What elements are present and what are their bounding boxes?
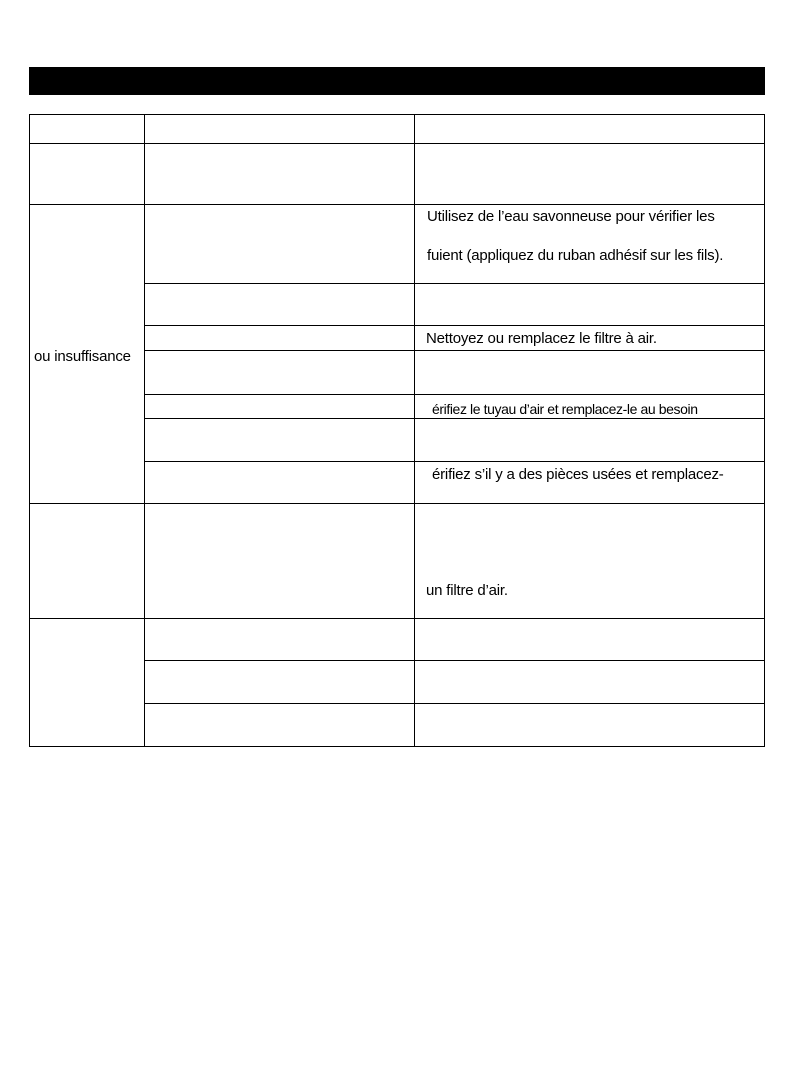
problem-cell: ou insuffisance	[34, 348, 131, 365]
subrow-separator	[144, 394, 765, 395]
subrow-separator	[144, 703, 765, 704]
solution-cell: Utilisez de l’eau savonneuse pour vérifier les	[427, 208, 715, 225]
row-separator-2	[29, 503, 765, 504]
table-top-border	[29, 114, 765, 115]
subrow-separator	[144, 325, 765, 326]
table-right-border	[764, 114, 765, 747]
subrow-separator	[144, 418, 765, 419]
subrow-separator	[144, 350, 765, 351]
solution-cell: fuient (appliquez du ruban adhésif sur les fils).	[427, 247, 724, 264]
solution-cell: érifiez le tuyau d’air et remplacez-le au besoin	[432, 401, 698, 417]
row-separator-header	[29, 143, 765, 144]
row-separator-3	[29, 618, 765, 619]
solution-cell: un filtre d’air.	[426, 582, 508, 599]
table-bottom-border	[29, 746, 765, 747]
solution-cell: érifiez s’il y a des pièces usées et remplacez-	[432, 466, 724, 483]
subrow-separator	[144, 283, 765, 284]
subrow-separator	[144, 660, 765, 661]
subrow-separator	[144, 461, 765, 462]
column-separator-1	[144, 114, 145, 747]
row-separator-1	[29, 204, 765, 205]
table-left-border	[29, 114, 30, 747]
column-separator-2	[414, 114, 415, 747]
solution-cell: Nettoyez ou remplacez le filtre à air.	[426, 330, 657, 347]
